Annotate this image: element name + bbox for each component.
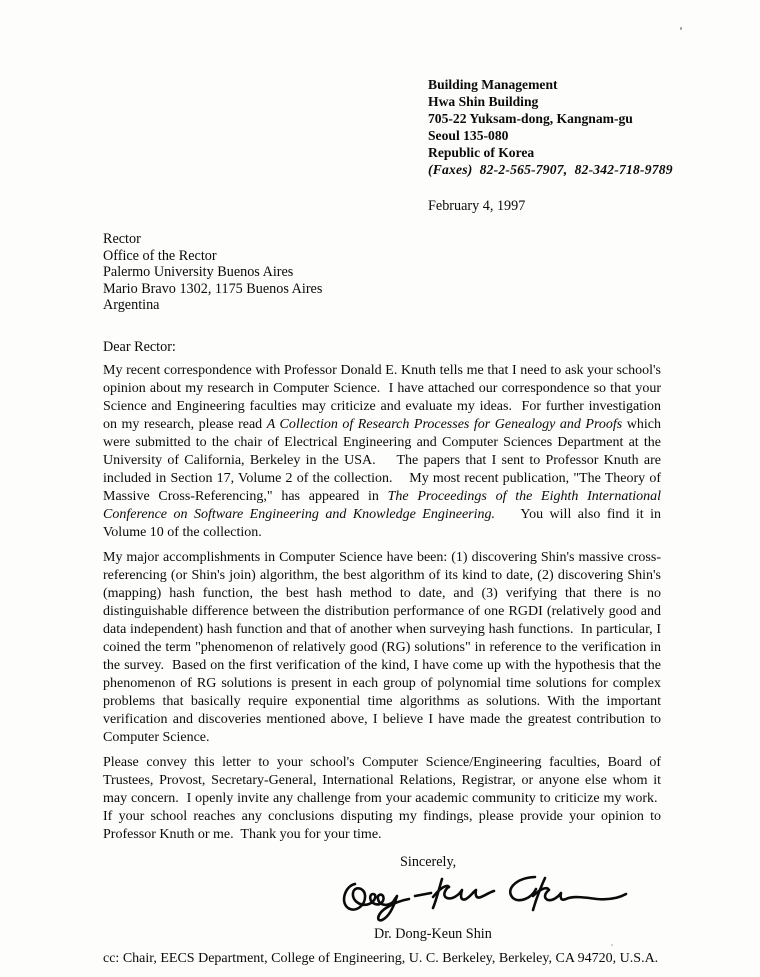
paragraph-1: My recent correspondence with Professor Donald E. Knuth tells me that I need to ask your school's opinion about my research in Computer Science. I have attached our correspondence so that your Science and Engineering faculties may criticize and evaluate my ideas. For further investigation on my research, please read A Collection of Research Processes for Genealogy and Proofs which were submitted to the chair of Electrical Engineering and Computer Sciences Department at the University of California, Berkeley in the USA. The papers that I sent to Professor Knuth are included in Section 17, Volume 2 of the collection. My most recent publication, "The Theory of Massive Cross-Referencing," has appeared in The Proceedings of the Eighth International Conference on Software Engineering and Knowledge Engineering. You will also find it in Volume 10 of the collection. [103, 362, 662, 540]
paragraph-3: Please convey this letter to your school's Computer Science/Engineering faculties, Board of Trustees, Provost, Secretary-General, International Relations, Registrar, or anyone else whom it may concern. I openly invite any challenge from your academic community to criticize my work. If your school reaches any conclusions disputing my findings, please provide your opinion to Professor Knuth or me. Thank you for your time. [103, 754, 661, 842]
cc-line: cc: Chair, EECS Department, College of Engineering, U. C. Berkeley, Berkeley, CA 94720, U.S.A. [103, 950, 659, 966]
recipient-address [103, 231, 661, 314]
sender-org: Building Management [428, 77, 558, 92]
typed-signature-name: Dr. Dong-Keun Shin [374, 925, 492, 942]
letter-content [103, 76, 673, 968]
closing-block [103, 853, 661, 943]
handwritten-signature [339, 872, 661, 922]
salutation: Dear Rector: [103, 338, 176, 355]
closing-salutation: Sincerely, [400, 853, 457, 870]
recipient-country: Argentina [103, 297, 160, 313]
recipient-office: Office of the Rector [103, 247, 217, 264]
sender-city: Seoul 135-080 [428, 128, 509, 143]
sender-fax-numbers: (Faxes) 82-2-565-7907, 82-342-718-9789 [428, 162, 673, 177]
recipient-street: Mario Bravo 1302, 1175 Buenos Aires [103, 280, 323, 297]
sender-building: Hwa Shin Building [428, 94, 539, 109]
recipient-title: Rector [103, 231, 141, 247]
sender-country: Republic of Korea [428, 145, 535, 160]
recipient-university: Palermo University Buenos Aires [103, 264, 294, 280]
letter-date: February 4, 1997 [428, 198, 526, 214]
sender-street: 705-22 Yuksam-dong, Kangnam-gu [428, 111, 633, 126]
paragraph-2: My major accomplishments in Computer Science have been: (1) discovering Shin's massive cross-referencing (or Shin's join) algorithm, the best algorithm of its kind to date, (2) discovering Shin's (mapping) hash function, the best hash method to date, and (3) verifying that there is no distinguishable difference between the distribution performance of one RGDI (relatively good and data independent) hash function and that of another when surveying hash functions. In particular, I coined the term "phenomenon of relatively good (RG) solutions" in reference to the verification in the survey. Based on the first verification of the kind, I have come up with the hypothesis that the phenomenon of RG solutions is present in each group of polynomial time solutions for complex problems that basically require exponential time algorithms as solutions. With the important verification and discoveries mentioned above, I believe I have made the greatest contribution to Computer Science. [103, 549, 661, 745]
sender-letterhead [428, 76, 673, 178]
scan-artifact [680, 27, 682, 30]
